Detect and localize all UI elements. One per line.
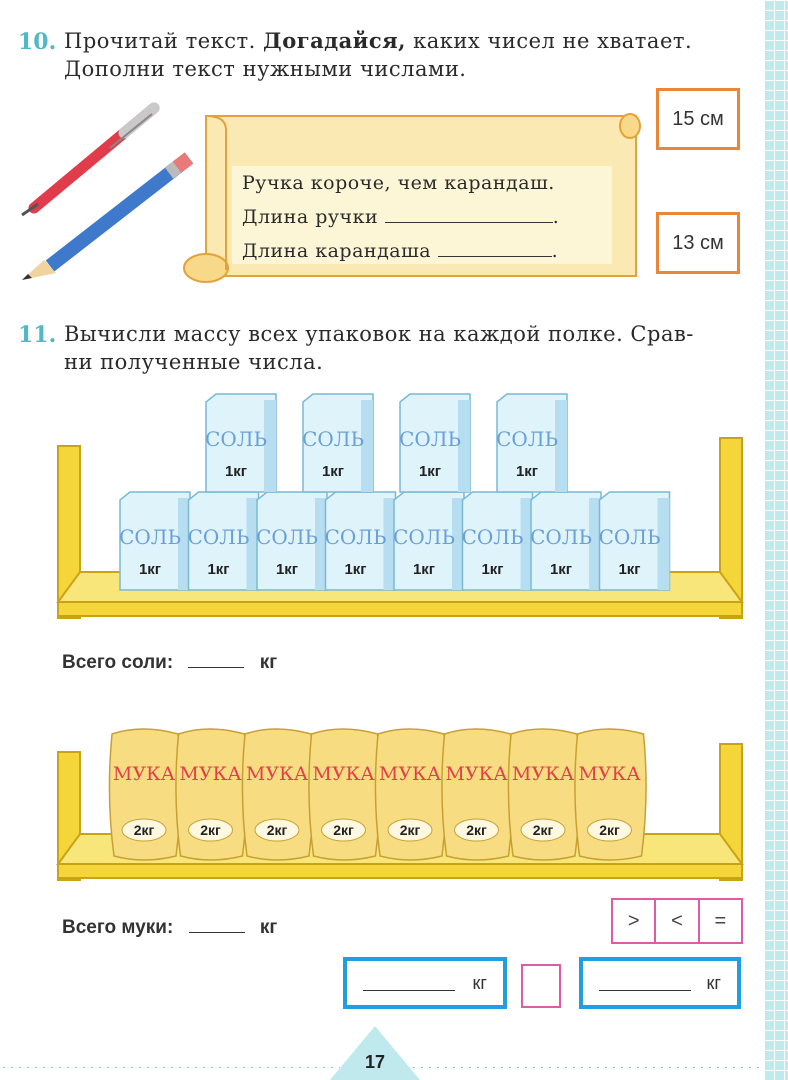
shelf-board-front	[58, 864, 742, 878]
salt-weight-label: 1кг	[224, 463, 248, 480]
salt-package	[325, 492, 396, 590]
flour-weight-label: 2кг	[599, 822, 620, 838]
flour-name-label: МУКА	[112, 763, 176, 785]
salt-name-label: СОЛЬ	[598, 525, 661, 549]
task10-text-plain: Прочитай текст.	[64, 29, 256, 53]
task11-line2: ни полученные числа.	[64, 350, 324, 374]
grid-strip	[764, 0, 788, 1080]
shelf-board-front	[58, 602, 742, 616]
salt-package	[302, 394, 373, 492]
flour-weight-label: 2кг	[200, 822, 221, 838]
task10-text-bold: Догадайся,	[263, 28, 406, 53]
salt-total-blank[interactable]	[188, 667, 244, 668]
salt-weight-label: 1кг	[207, 561, 230, 578]
less-sign[interactable]: <	[656, 900, 699, 942]
pens-illustration	[14, 100, 204, 285]
task10-text-rest: каких чисел не хватает.	[413, 29, 693, 53]
salt-name-label: СОЛЬ	[530, 525, 592, 549]
salt-name-label: СОЛЬ	[256, 525, 318, 549]
flour-weight-label: 2кг	[466, 822, 487, 838]
scroll-text	[242, 166, 559, 268]
salt-package	[399, 394, 470, 492]
salt-name-label: СОЛЬ	[324, 525, 387, 549]
task10-instruction	[64, 27, 754, 83]
compare-sign-box[interactable]	[521, 964, 561, 1008]
flour-mass-box[interactable]	[579, 957, 741, 1009]
task11-instruction	[64, 320, 754, 376]
salt-name-label: СОЛЬ	[119, 525, 181, 549]
salt-weight-label: 1кг	[275, 561, 299, 578]
flour-weight-label: 2кг	[333, 822, 354, 838]
salt-name-label: СОЛЬ	[399, 427, 461, 451]
salt-name-label: СОЛЬ	[393, 525, 455, 549]
salt-package	[393, 492, 464, 590]
page-number: 17	[364, 1052, 386, 1072]
flour-weight-label: 2кг	[266, 822, 288, 838]
flour-name-label: МУКА	[445, 763, 508, 785]
salt-name-label: СОЛЬ	[205, 427, 267, 451]
flour-name-label: МУКА	[245, 763, 309, 785]
flour-name-label: МУКА	[378, 763, 442, 785]
flour-weight-label: 2кг	[532, 822, 554, 838]
salt-package	[205, 394, 276, 492]
flour-package	[508, 729, 579, 860]
greater-sign[interactable]: >	[613, 900, 656, 942]
salt-weight-label: 1кг	[344, 561, 367, 578]
flour-package	[309, 729, 380, 860]
flour-shelf	[56, 692, 746, 882]
salt-weight-label: 1кг	[321, 463, 345, 480]
task11-line1: Вычисли массу всех упаковок на каждой полке. Срав-	[64, 322, 694, 346]
task11-number: 11.	[18, 322, 57, 348]
flour-package	[242, 729, 313, 860]
flour-package	[176, 729, 247, 860]
salt-mass-box[interactable]	[343, 957, 507, 1009]
flour-total-blank[interactable]	[189, 932, 245, 933]
salt-package	[188, 492, 259, 590]
flour-mass-blank[interactable]	[599, 990, 691, 991]
salt-weight-label: 1кг	[138, 561, 162, 578]
scroll-line2: Длина ручки .	[242, 206, 560, 228]
compare-signs	[611, 898, 743, 944]
footer-dots-left	[0, 1066, 340, 1068]
footer-dots-right	[410, 1066, 760, 1068]
flour-name-label: МУКА	[578, 763, 641, 785]
pencil-icon	[22, 158, 189, 280]
salt-weight-label: 1кг	[481, 561, 504, 578]
salt-package	[462, 492, 533, 590]
task10-text-line2: Дополни текст нужными числами.	[64, 57, 467, 81]
flour-total-label: Всего муки:	[62, 917, 174, 938]
salt-name-label: СОЛЬ	[496, 427, 558, 451]
salt-total	[62, 652, 277, 674]
answer-box-15cm[interactable]: 15 см	[656, 88, 740, 150]
salt-total-unit: кг	[259, 652, 278, 673]
salt-name-label: СОЛЬ	[461, 525, 524, 549]
flour-name-label: МУКА	[312, 763, 375, 785]
salt-mass-unit: кг	[472, 972, 487, 993]
salt-name-label: СОЛЬ	[187, 525, 250, 549]
salt-weight-label: 1кг	[549, 561, 573, 578]
salt-package	[599, 492, 670, 590]
salt-package	[496, 394, 567, 492]
flour-package	[109, 729, 180, 860]
salt-weight-label: 1кг	[412, 561, 436, 578]
flour-weight-label: 2кг	[399, 822, 421, 838]
flour-name-label: МУКА	[511, 763, 575, 785]
salt-total-label: Всего соли:	[62, 652, 174, 673]
salt-weight-label: 1кг	[618, 561, 641, 578]
pen-length-blank[interactable]	[385, 222, 553, 223]
flour-mass-unit: кг	[706, 972, 721, 993]
flour-total	[62, 917, 277, 939]
salt-shelf	[56, 386, 746, 620]
salt-package	[256, 492, 327, 590]
salt-mass-blank[interactable]	[363, 990, 455, 991]
salt-package	[530, 492, 601, 590]
flour-weight-label: 2кг	[133, 822, 155, 838]
flour-total-unit: кг	[259, 917, 278, 938]
flour-package	[375, 729, 446, 860]
salt-weight-label: 1кг	[515, 463, 539, 480]
salt-package	[119, 492, 190, 590]
salt-weight-label: 1кг	[418, 463, 442, 480]
flour-name-label: МУКА	[179, 763, 242, 785]
flour-package	[442, 729, 513, 860]
equal-sign[interactable]: =	[714, 909, 727, 932]
salt-name-label: СОЛЬ	[302, 427, 364, 451]
scroll-line3: Длина карандаша .	[242, 240, 559, 262]
answer-box-13cm[interactable]: 13 см	[656, 212, 740, 274]
task10-number: 10.	[18, 29, 57, 55]
scroll-line1: Ручка короче, чем карандаш.	[242, 172, 555, 194]
pencil-length-blank[interactable]	[438, 256, 552, 257]
flour-package	[575, 729, 646, 860]
